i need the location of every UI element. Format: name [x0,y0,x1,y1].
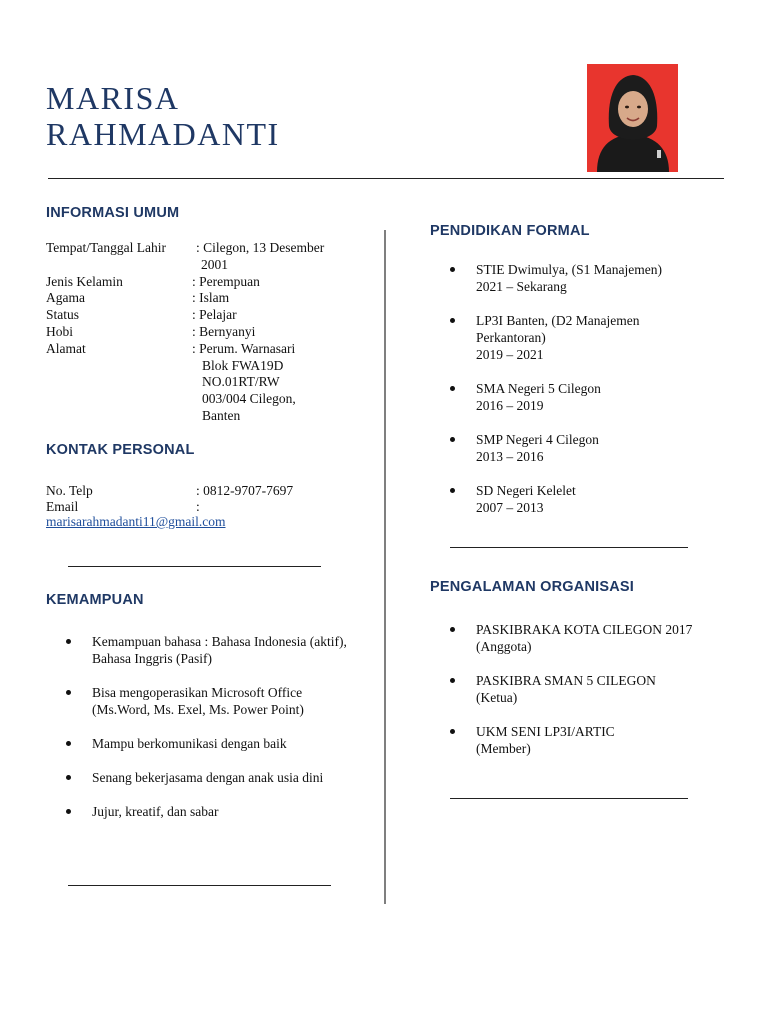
education-divider [450,547,688,548]
phone-value: : 0812-9707-7697 [196,483,294,498]
contact-divider [68,566,321,567]
organization-name: PASKIBRAKA KOTA CILEGON 2017 [476,622,693,637]
list-item: Bisa mengoperasikan Microsoft Office (Ms.Word, Ms. Exel, Ms. Power Point) [64,684,352,718]
contact-heading: KONTAK PERSONAL [46,442,195,458]
skills-list [64,633,352,837]
school-name: LP3I Banten, (D2 Manajemen Perkantoran) [476,313,640,345]
skills-heading: KEMAMPUAN [46,592,144,608]
skills-divider [68,885,331,886]
phone-row [46,483,293,499]
info-row-status [46,307,347,324]
school-name: SMA Negeri 5 Cilegon [476,381,601,396]
list-item [448,482,696,516]
info-value: : Perum. Warnasari Blok FWA19D NO.01RT/RW 003/004 Cilegon, Banten [192,340,296,423]
organization-heading: PENGALAMAN ORGANISASI [430,579,634,595]
organization-role: (Anggota) [476,639,532,654]
email-colon: : [196,498,200,514]
info-value: : Pelajar [192,307,237,323]
list-item: Senang bekerjasama dengan anak usia dini [64,769,352,786]
info-row-religion [46,290,347,307]
last-name: RAHMADANTI [46,116,280,152]
header-divider [48,178,724,179]
personal-contact [46,483,293,530]
list-item [448,312,696,363]
education-list [448,261,696,533]
organization-name: PASKIBRA SMAN 5 CILEGON [476,673,656,688]
organization-role: (Member) [476,741,531,756]
info-label: Jenis Kelamin [46,273,123,289]
info-label: Alamat [46,340,86,356]
list-item: Jujur, kreatif, dan sabar [64,803,352,820]
info-value: : Islam [192,290,230,306]
list-item: Kemampuan bahasa : Bahasa Indonesia (aktif), Bahasa Inggris (Pasif) [64,633,352,667]
info-value: : Cilegon, 13 Desember 2001 [196,240,325,272]
school-name: SMP Negeri 4 Cilegon [476,432,599,447]
info-label: Agama [46,290,85,306]
column-divider [384,230,386,904]
general-info [46,240,347,425]
school-name: SD Negeri Kelelet [476,483,576,498]
list-item [448,672,698,706]
info-heading: INFORMASI UMUM [46,205,180,221]
info-row-birth: Tempat/Tanggal Lahir : Cilegon, 13 Desember 2001 [46,240,347,274]
info-row-gender [46,274,347,291]
school-years: 2013 – 2016 [476,449,544,464]
list-item [448,621,698,655]
email-label: Email [46,498,79,514]
school-years: 2021 – Sekarang [476,279,567,294]
school-years: 2016 – 2019 [476,398,544,413]
list-item: Mampu berkomunikasi dengan baik [64,735,352,752]
organization-role: (Ketua) [476,690,518,705]
email-link[interactable]: marisarahmadanti11@gmail.com [46,514,226,529]
info-row-address [46,341,347,425]
education-heading: PENDIDIKAN FORMAL [430,223,590,239]
list-item [448,431,696,465]
profile-photo [587,64,678,172]
portrait-illustration [587,64,678,172]
organization-list [448,621,698,774]
phone-label: No. Telp [46,483,93,498]
school-years: 2019 – 2021 [476,347,544,362]
list-item [448,723,698,757]
first-name: MARISA [46,80,180,116]
organization-name: UKM SENI LP3I/ARTIC [476,724,615,739]
info-value: : Bernyanyi [192,323,256,339]
list-item [448,380,696,414]
info-label: Status [46,307,80,323]
email-row [46,499,293,515]
info-row-hobby [46,324,347,341]
school-name: STIE Dwimulya, (S1 Manajemen) [476,262,662,277]
info-value: : Perempuan [192,273,260,289]
organization-divider [450,798,688,799]
school-years: 2007 – 2013 [476,500,544,515]
list-item [448,261,696,295]
candidate-name [46,80,280,152]
info-label: Hobi [46,323,73,339]
